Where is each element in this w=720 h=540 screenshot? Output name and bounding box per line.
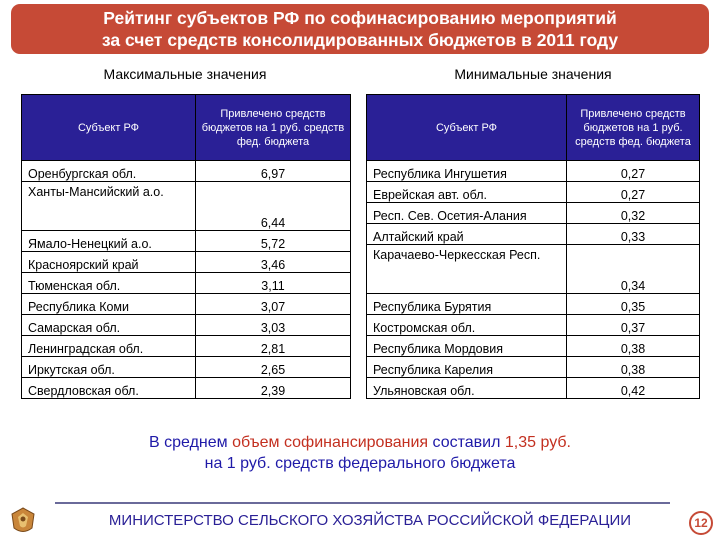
col-header-value: Привлечено средств бюджетов на 1 руб. средств фед. бюджета: [567, 95, 700, 161]
table-row: [367, 378, 700, 399]
value-cell: 3,11: [196, 273, 351, 294]
subject-cell: Оренбургская обл.: [22, 161, 196, 182]
table-row: [22, 231, 351, 252]
page-title: [11, 4, 709, 54]
value-cell: 0,38: [567, 336, 700, 357]
summary-text: составил: [428, 434, 505, 451]
max-values-table: [21, 94, 351, 399]
col-header-subject: Субъект РФ: [367, 95, 567, 161]
value-cell: 0,34: [567, 245, 700, 294]
value-cell: 0,33: [567, 224, 700, 245]
subject-cell: Самарская обл.: [22, 315, 196, 336]
table-row: [367, 294, 700, 315]
col-header-subject: Субъект РФ: [22, 95, 196, 161]
value-cell: 0,38: [567, 357, 700, 378]
value-cell: 3,03: [196, 315, 351, 336]
summary-highlight: объем софинансирования: [232, 434, 429, 451]
subject-cell: Ямало-Ненецкий а.о.: [22, 231, 196, 252]
max-values-heading: Максимальные значения: [103, 66, 267, 82]
value-cell: 0,35: [567, 294, 700, 315]
table-row: [367, 315, 700, 336]
table-row: [367, 161, 700, 182]
title-line-2: за счет средств консолидированных бюджетов в 2011 году: [101, 30, 619, 50]
subject-cell: Свердловская обл.: [22, 378, 196, 399]
value-cell: 3,46: [196, 252, 351, 273]
subject-cell: Ханты-Мансийский а.о.: [22, 182, 196, 231]
subject-cell: Еврейская авт. обл.: [367, 182, 567, 203]
table-row: [367, 245, 700, 294]
value-cell: 6,44: [196, 182, 351, 231]
subject-cell: Респ. Сев. Осетия-Алания: [367, 203, 567, 224]
table-row: [22, 294, 351, 315]
value-cell: 2,39: [196, 378, 351, 399]
table-row: [22, 336, 351, 357]
table-row: [22, 273, 351, 294]
min-values-table: [366, 94, 700, 399]
value-cell: 0,27: [567, 161, 700, 182]
subject-cell: Республика Бурятия: [367, 294, 567, 315]
value-cell: 5,72: [196, 231, 351, 252]
subject-cell: Алтайский край: [367, 224, 567, 245]
value-cell: 0,37: [567, 315, 700, 336]
summary-text: В среднем: [149, 434, 233, 451]
subject-cell: Красноярский край: [22, 252, 196, 273]
ministry-emblem-icon: [8, 506, 38, 536]
table-row: [367, 357, 700, 378]
min-values-heading: Минимальные значения: [454, 66, 612, 82]
subject-cell: Республика Коми: [22, 294, 196, 315]
subject-cell: Ульяновская обл.: [367, 378, 567, 399]
table-row: [22, 182, 351, 231]
value-cell: 2,81: [196, 336, 351, 357]
col-header-value: Привлечено средств бюджетов на 1 руб. средств фед. бюджета: [196, 95, 351, 161]
table-row: [367, 182, 700, 203]
table-row: [22, 378, 351, 399]
subject-cell: Республика Карелия: [367, 357, 567, 378]
table-row: [367, 336, 700, 357]
table-row: [22, 252, 351, 273]
table-row: [367, 224, 700, 245]
value-cell: 0,42: [567, 378, 700, 399]
subject-cell: Костромская обл.: [367, 315, 567, 336]
subject-cell: Карачаево-Черкесская Респ.: [367, 245, 567, 294]
table-row: [22, 357, 351, 378]
value-cell: 3,07: [196, 294, 351, 315]
table-row: [22, 161, 351, 182]
value-cell: 2,65: [196, 357, 351, 378]
value-cell: 0,27: [567, 182, 700, 203]
table-row: [22, 315, 351, 336]
title-line-1: Рейтинг субъектов РФ по софинасированию мероприятий: [103, 8, 617, 28]
footer-divider: [55, 502, 670, 504]
footer-ministry-name: МИНИСТЕРСТВО СЕЛЬСКОГО ХОЗЯЙСТВА РОССИЙСКОЙ ФЕДЕРАЦИИ: [108, 512, 632, 529]
page-number-badge: 12: [689, 511, 713, 535]
subject-cell: Тюменская обл.: [22, 273, 196, 294]
subject-cell: Республика Ингушетия: [367, 161, 567, 182]
summary-line-2: на 1 руб. средств федерального бюджета: [204, 455, 516, 472]
value-cell: 0,32: [567, 203, 700, 224]
subject-cell: Ленинградская обл.: [22, 336, 196, 357]
summary-amount: 1,35 руб.: [504, 434, 571, 451]
table-row: [367, 203, 700, 224]
value-cell: 6,97: [196, 161, 351, 182]
summary-line-1: [60, 434, 660, 452]
subject-cell: Иркутская обл.: [22, 357, 196, 378]
subject-cell: Республика Мордовия: [367, 336, 567, 357]
